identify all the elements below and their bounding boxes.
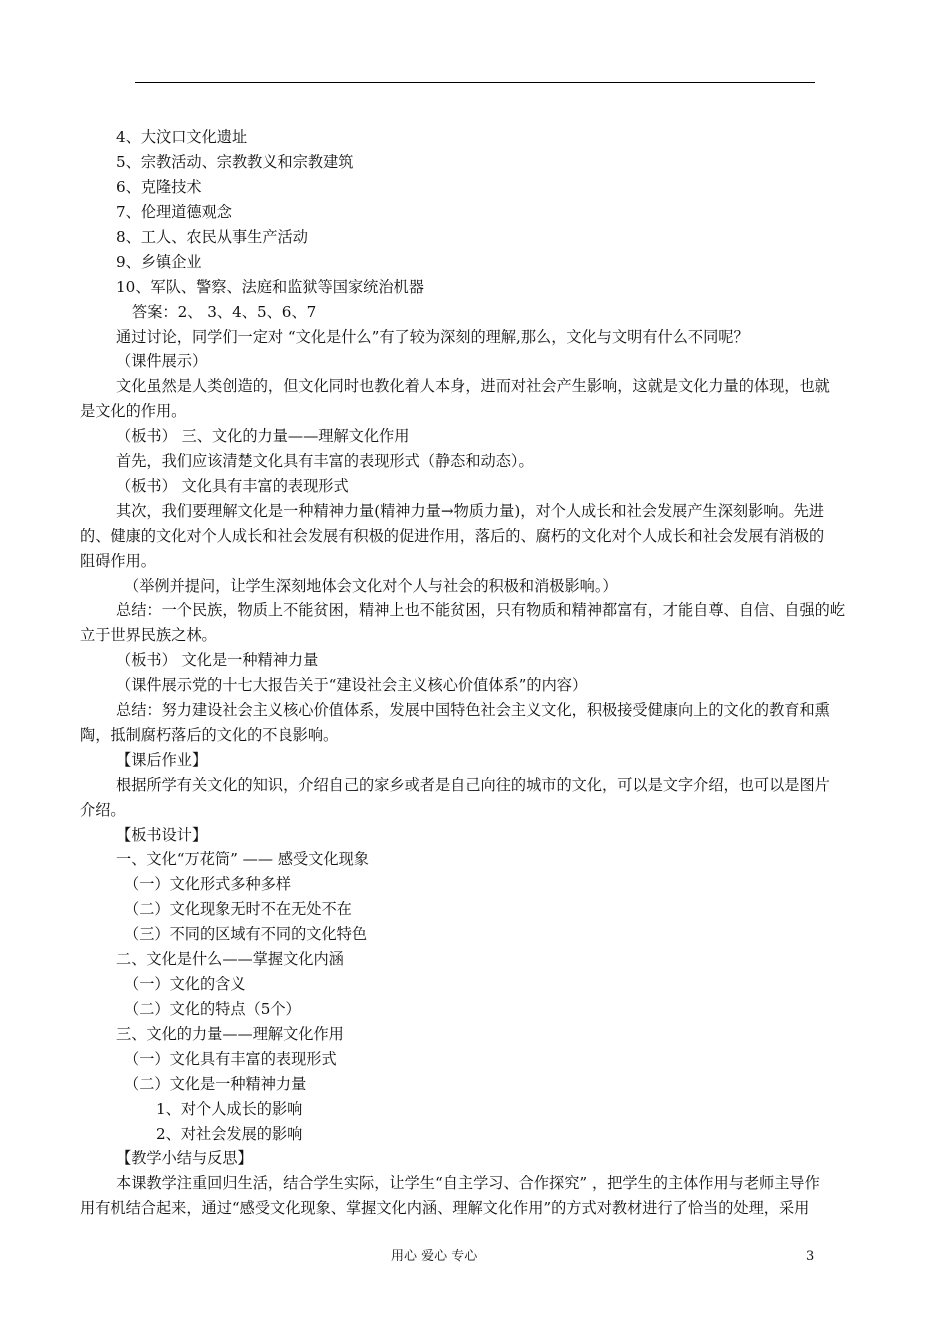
- text-line: 4、大汶口文化遗址: [116, 128, 248, 146]
- outline-item: （二）文化现象无时不在无处不在: [124, 900, 352, 918]
- text-line: 9、乡镇企业: [116, 253, 202, 271]
- text-line: 本课教学注重回归生活，结合学生实际，让学生“自主学习、合作探究” ，把学生的主体作用与老师主导作: [116, 1174, 820, 1192]
- outline-item: 一、文化“万花筒” —— 感受文化现象: [116, 850, 369, 868]
- text-line: 首先，我们应该清楚文化具有丰富的表现形式（静态和动态）。: [116, 452, 534, 470]
- text-line: 根据所学有关文化的知识，介绍自己的家乡或者是自己向往的城市的文化，可以是文字介绍，也可以是图片: [116, 776, 830, 794]
- outline-item: （一）文化具有丰富的表现形式: [124, 1050, 337, 1068]
- text-line: 通过讨论，同学们一定对 “文化是什么”有了较为深刻的理解,那么，文化与文明有什么不同呢？: [116, 328, 749, 346]
- outline-item: 1、对个人成长的影响: [156, 1100, 303, 1118]
- outline-item: （二）文化是一种精神力量: [124, 1075, 307, 1093]
- outline-item: 二、文化是什么——掌握文化内涵: [116, 950, 344, 968]
- section-heading: 【课后作业】: [116, 751, 208, 769]
- text-line: （课件展示）: [116, 352, 208, 370]
- text-line: 总结：一个民族，物质上不能贫困，精神上也不能贫困，只有物质和精神都富有，才能自尊、自信、自强的屹: [116, 601, 845, 619]
- text-line: 立于世界民族之林。: [80, 626, 217, 644]
- text-line: 用有机结合起来，通过“感受文化现象、掌握文化内涵、理解文化作用”的方式对教材进行了恰当的处理，采用: [80, 1199, 810, 1217]
- text-line: 10、军队、警察、法庭和监狱等国家统治机器: [116, 278, 424, 296]
- section-heading: 【板书设计】: [116, 826, 208, 844]
- page-number: 3: [806, 1249, 815, 1264]
- text-line: 阻碍作用。: [80, 552, 156, 570]
- text-line: （举例并提问，让学生深刻地体会文化对个人与社会的积极和消极影响。）: [124, 577, 618, 595]
- text-line: 文化虽然是人类创造的，但文化同时也教化着人本身，进而对社会产生影响，这就是文化力量的体现，也就: [116, 377, 830, 395]
- answer-line: 答案：2、 3、4、5、6、7: [132, 303, 317, 321]
- board-note: （板书） 文化是一种精神力量: [116, 651, 319, 669]
- text-line: 6、克隆技术: [116, 178, 202, 196]
- text-line: 介绍。: [80, 801, 126, 819]
- text-line: 7、伦理道德观念: [116, 203, 232, 221]
- outline-item: （三）不同的区域有不同的文化特色: [124, 925, 367, 943]
- outline-item: （一）文化形式多种多样: [124, 875, 292, 893]
- outline-item: （一）文化的含义: [124, 975, 246, 993]
- text-line: （课件展示党的十七大报告关于“建设社会主义核心价值体系”的内容）: [116, 676, 588, 694]
- outline-item: 2、对社会发展的影响: [156, 1125, 303, 1143]
- text-line: 其次，我们要理解文化是一种精神力量(精神力量→物质力量)，对个人成长和社会发展产生深刻影响。先进: [116, 502, 825, 520]
- section-heading: 【教学小结与反思】: [116, 1149, 253, 1167]
- text-line: 是文化的作用。: [80, 402, 187, 420]
- text-line: 的、健康的文化对个人成长和社会发展有积极的促进作用，落后的、腐朽的文化对个人成长和社会发展有消极的: [80, 527, 825, 545]
- board-note: （板书） 三、文化的力量——理解文化作用: [116, 427, 410, 445]
- text-line: 总结：努力建设社会主义核心价值体系，发展中国特色社会主义文化，积极接受健康向上的文化的教育和熏: [116, 701, 830, 719]
- text-line: 5、宗教活动、宗教教义和宗教建筑: [116, 153, 354, 171]
- outline-item: （二）文化的特点（5个）: [124, 1000, 301, 1018]
- outline-item: 三、文化的力量——理解文化作用: [116, 1025, 344, 1043]
- text-line: 陶，抵制腐朽落后的文化的不良影响。: [80, 726, 339, 744]
- text-line: 8、工人、农民从事生产活动: [116, 228, 308, 246]
- footer-motto: 用心 爱心 专心: [391, 1249, 478, 1264]
- header-rule: [135, 82, 815, 83]
- board-note: （板书） 文化具有丰富的表现形式: [116, 477, 349, 495]
